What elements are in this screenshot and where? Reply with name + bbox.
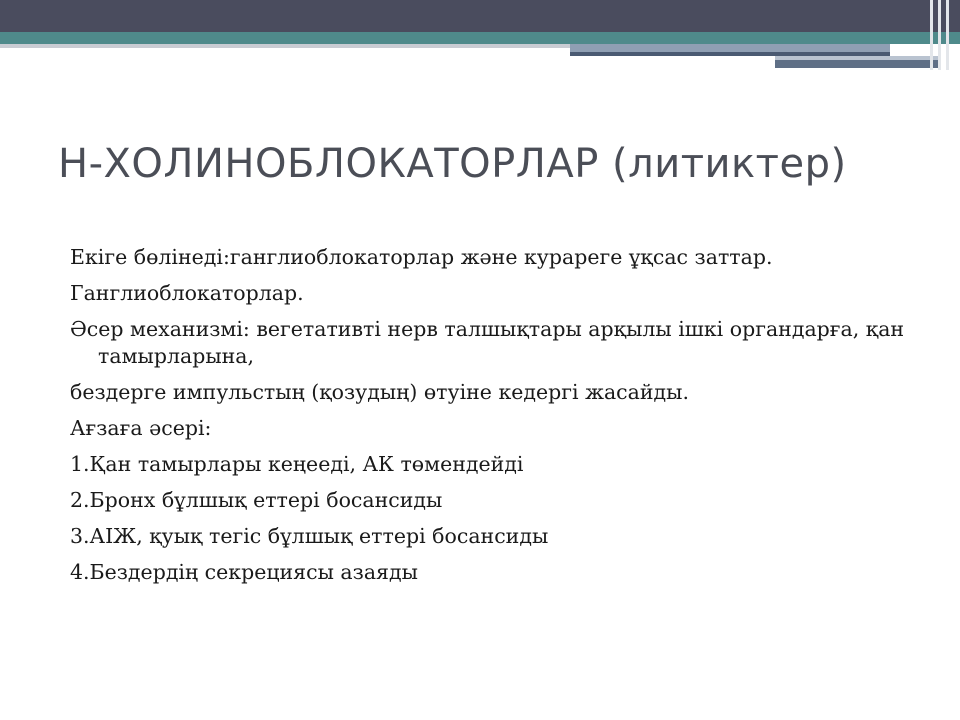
slide-title: Н-ХОЛИНОБЛОКАТОРЛАР (литиктер) — [58, 141, 847, 187]
header-accent-band — [0, 32, 960, 44]
body-line: бездерге импульстың (қозудың) өтуіне кедергі жасайды. — [70, 380, 689, 404]
slide-body — [70, 244, 910, 595]
body-line: 4.Бездердің секрециясы азаяды — [70, 560, 418, 584]
body-line: 1.Қан тамырлары кеңееді, АК төмендейді — [70, 452, 524, 476]
header-stripe — [930, 0, 933, 70]
header-band — [0, 0, 960, 32]
header-thin-line — [0, 44, 570, 48]
body-line: 2.Бронх бұлшық еттері босансиды — [70, 488, 443, 512]
body-line: 3.АІЖ, қуық тегіс бұлшық еттері босансиды — [70, 524, 549, 548]
body-line: Ганглиоблокаторлар. — [70, 281, 304, 305]
body-line: Ағзаға әсері: — [70, 416, 212, 440]
header-bar-short — [775, 60, 940, 68]
header-stripe — [946, 0, 949, 70]
body-line: Екіге бөлінеді:ганглиоблокаторлар және курареге ұқсас заттар. — [70, 245, 773, 269]
body-line: Әсер механизмі: вегетативті нерв талшықтары арқылы ішкі органдарға, қан тамырларына, — [70, 317, 905, 368]
header-stripe — [938, 0, 941, 70]
